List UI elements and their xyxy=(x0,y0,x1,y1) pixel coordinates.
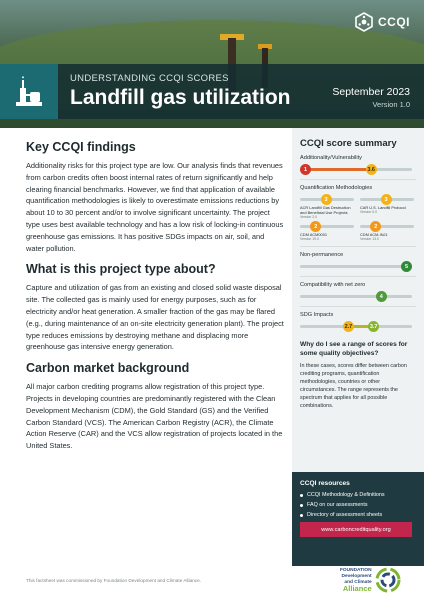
methodology-score-dot: 3 xyxy=(381,194,392,205)
main-content xyxy=(26,132,284,460)
landfill-gas-icon xyxy=(0,64,58,119)
resources-list xyxy=(300,492,416,518)
net-zero-score-dot: 4 xyxy=(376,291,387,302)
methodology-name: ACR Landfill Gas Destruction and Beneficial Use Projects xyxy=(300,205,351,215)
sdg-label: SDG Impacts xyxy=(300,312,334,318)
methodology-grid xyxy=(300,194,416,241)
key-findings-heading: Key CCQI findings xyxy=(26,140,136,154)
net-zero-label: Compatibility with net zero xyxy=(300,282,366,288)
methodology-item xyxy=(360,194,416,219)
additionality-label: Additionality/Vulnerability xyxy=(300,155,362,161)
ccqi-logo[interactable] xyxy=(354,12,410,32)
additionality-min-dot: 1 xyxy=(300,164,311,175)
divider xyxy=(300,306,416,307)
resource-link-faq[interactable]: FAQ on our assessments xyxy=(300,502,416,508)
resource-link-directory[interactable]: Directory of assessment sheets xyxy=(300,512,416,518)
range-explainer-heading: Why do I see a range of scores for some quality objectives? xyxy=(300,341,408,357)
page-title: Landfill gas utilization xyxy=(70,86,291,109)
range-explainer-body: In these cases, scores differ between carbon crediting programs, quantification methodologies, countries or other circumstances. The range represents the spectrum that applies for all possible combinations. xyxy=(300,363,407,409)
publication-date: September 2023 xyxy=(332,86,410,98)
bullet-icon xyxy=(300,494,303,497)
additionality-range-fill xyxy=(305,168,371,171)
divider xyxy=(300,179,416,180)
key-findings-body: Additionality risks for this project type are low. Our analysis finds that revenues from carbon credits often boost internal rates of return significantly and help clearing financial benchmarks. However, we find that application of available quantification methodologies is likely to overestimate emissions reductions by about 10 to 30 percent and/or to involve significant uncertainty. The project type uses best available technology and has a low risk of locking-in continuous greenhouse gas emissions. It has positive SDGs impacts on air, soil, and water pollution. xyxy=(26,161,284,253)
methodology-version: Version 19.0 xyxy=(300,237,319,241)
methodology-name: CDM ACM-INJ1 xyxy=(360,232,388,237)
divider xyxy=(300,276,416,277)
methodology-name: CAR U.S. Landfill Protocol xyxy=(360,205,406,210)
fdca-logo xyxy=(340,567,401,593)
methodology-version: Version 5.0 xyxy=(360,210,377,214)
net-zero-scale xyxy=(300,291,416,301)
methodology-version: Version 2.0 xyxy=(300,215,317,219)
key-findings-section xyxy=(26,140,284,254)
version-label: Version 1.0 xyxy=(372,100,410,109)
resources-heading: CCQI resources xyxy=(300,480,350,487)
resources-panel xyxy=(292,472,424,566)
about-heading: What is this project type about? xyxy=(26,262,216,277)
methodology-item xyxy=(300,194,356,219)
permanence-scale xyxy=(300,261,416,271)
methodology-item xyxy=(300,221,356,241)
market-heading: Carbon market background xyxy=(26,361,190,376)
additionality-max-dot: 3.6 xyxy=(366,164,377,175)
score-summary-heading: CCQI score summary xyxy=(300,138,397,149)
sdg-min-dot: 2.7 xyxy=(343,321,354,332)
methodology-version: Version 13.0 xyxy=(360,237,379,241)
divider xyxy=(300,246,416,247)
resource-link-methodology[interactable]: CCQI Methodology & Definitions xyxy=(300,492,416,498)
sdg-scale xyxy=(300,321,416,331)
title-banner xyxy=(0,64,424,119)
permanence-score-dot: 5 xyxy=(401,261,412,272)
banner-eyebrow: UNDERSTANDING CCQI SCORES xyxy=(70,73,229,84)
methodology-name: CDM ACM0001 xyxy=(300,232,328,237)
bullet-icon xyxy=(300,504,303,507)
ccqi-logo-text: CCQI xyxy=(378,15,410,29)
quantification-label: Quantification Methodologies xyxy=(300,185,373,191)
footer-note: This factsheet was commissioned by Foundation Development and Climate Alliance. xyxy=(26,578,202,583)
methodology-score-dot: 3 xyxy=(321,194,332,205)
methodology-score-dot: 2 xyxy=(370,221,381,232)
fdca-logo-text: FOUNDATION Development and Climate Alliance xyxy=(340,568,372,593)
gas-plant-icon xyxy=(12,74,46,110)
market-section xyxy=(26,361,284,452)
range-explainer xyxy=(300,341,416,410)
bullet-icon xyxy=(300,514,303,517)
about-section xyxy=(26,262,284,353)
permanence-label: Non-permanence xyxy=(300,252,344,258)
additionality-scale xyxy=(300,164,416,174)
ccqi-hex-icon xyxy=(354,12,374,32)
market-body: All major carbon crediting programs allow registration of this project type. Projects in developing countries are predominantly registered with the Clean Development Mechanism (CDM), the Gold Standard (GS) and the Verified Carbon Standard (VCS). The American Carbon Registry (ACR), the Climate Action Reserve (CAR) and the VCS allow registration of projects located in the United States. xyxy=(26,382,283,451)
fdca-emblem-icon xyxy=(375,567,401,593)
website-button[interactable]: www.carboncreditquality.org xyxy=(300,522,412,537)
methodology-score-dot: 2 xyxy=(310,221,321,232)
methodology-item xyxy=(360,221,416,241)
about-body: Capture and utilization of gas from an existing and closed solid waste disposal site. The collected gas is mainly used for energy purposes, such as for electricity and/or heat generation. A smaller fraction of the gas may be flared (e.g., during maintenance of an on-site electricity generation plant). The project type reduces emissions by destroying methane and displacing more greenhouse gas intensive energy generation. xyxy=(26,283,284,352)
sdg-max-dot: 3.7 xyxy=(368,321,379,332)
